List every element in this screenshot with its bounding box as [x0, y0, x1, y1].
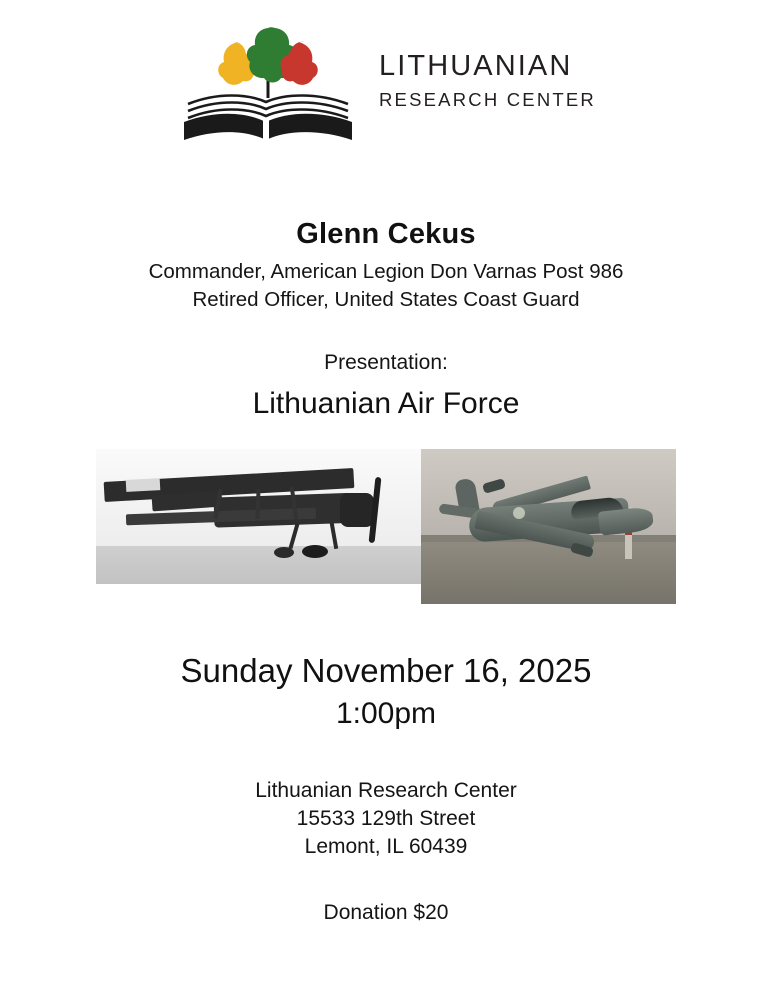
photo-wing-marking — [126, 478, 161, 492]
jet-trainer-photo — [421, 449, 676, 604]
event-time: 1:00pm — [335, 697, 437, 730]
venue-address: 15533 129th Street — [296, 807, 476, 830]
venue-city-state-zip: Lemont, IL 60439 — [304, 835, 468, 858]
logo-title: LITHUANIAN — [379, 50, 573, 83]
vintage-biplane-photo — [96, 449, 421, 584]
logo-wordmark — [379, 51, 596, 119]
donation-note: Donation $20 — [323, 901, 449, 924]
logo-subtitle: RESEARCH CENTER — [379, 88, 596, 110]
event-date-block — [0, 652, 772, 731]
speaker-role-line2: Retired Officer, United States Coast Guard — [192, 288, 580, 311]
photo-engine-cowl — [340, 493, 374, 527]
photo-ground — [421, 542, 676, 604]
speaker-name: Glenn Cekus — [296, 218, 476, 250]
speaker-block — [0, 218, 772, 312]
photo-roundel — [513, 507, 525, 519]
event-date: Sunday November 16, 2025 — [180, 652, 592, 689]
speaker-role-line1: Commander, American Legion Don Varnas Post 986 — [148, 260, 624, 283]
logo-block — [0, 26, 772, 144]
presentation-title: Lithuanian Air Force — [252, 387, 520, 420]
venue-name: Lithuanian Research Center — [255, 779, 517, 802]
venue-block — [0, 779, 772, 859]
presentation-label: Presentation: — [324, 351, 448, 374]
images-row — [0, 449, 772, 604]
photo-wheel — [302, 545, 328, 558]
photo-wheel — [274, 547, 294, 558]
photo-ground — [96, 546, 421, 584]
presentation-block — [0, 351, 772, 421]
open-book-with-oak-leaves-logo — [176, 26, 361, 144]
